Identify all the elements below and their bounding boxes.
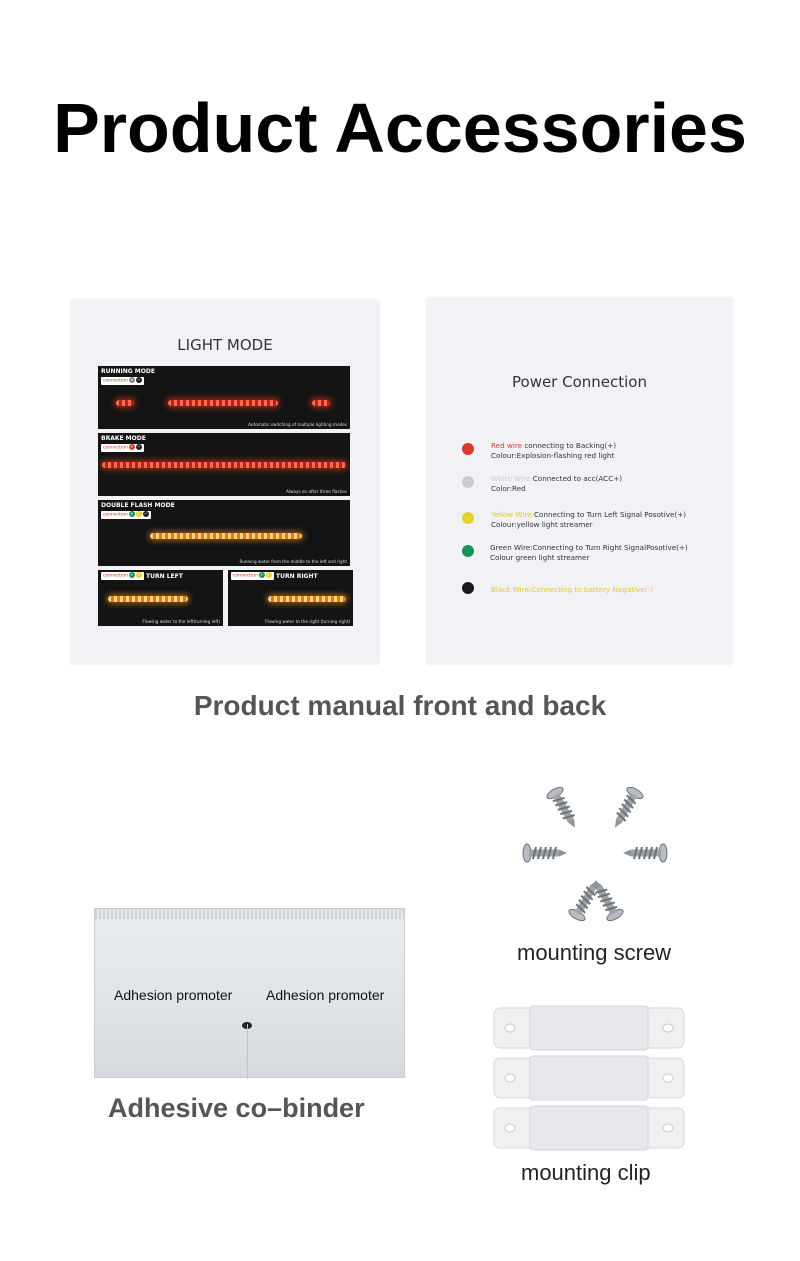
clip: [494, 1106, 684, 1150]
mode-caption: Automatic switching of multiple lighting modes: [248, 422, 347, 427]
led-strip: [108, 596, 188, 602]
led-strip: [312, 400, 330, 406]
red-wire-dot: [462, 443, 474, 455]
mode-caption: Always on after three flashes: [285, 489, 347, 494]
wire-label: Green Wire:: [490, 543, 533, 552]
connection-tag: connection + −: [101, 377, 144, 385]
wire-desc: Connecting to Turn Right SignalPosotive(+): [532, 543, 688, 552]
led-strip: [116, 400, 134, 406]
wire-colour: Colour:Explosion-flashing red light: [491, 451, 615, 460]
light-mode-title: LIGHT MODE: [177, 336, 273, 354]
connection-tag: connection + −: [101, 444, 144, 452]
mounting-clips-image: [492, 1004, 688, 1152]
manual-back-sheet: [427, 298, 732, 664]
mounting-screws-image: [515, 775, 675, 925]
page-title: Product Accessories: [53, 89, 747, 167]
mode-caption: Running water from the middle to the left and right: [239, 559, 347, 564]
led-strip: [168, 400, 278, 406]
screw: [523, 844, 567, 862]
adhesion-promoter-packet: [94, 908, 405, 1078]
running-mode-panel: [98, 366, 350, 429]
wire-label: Black Wire:Connecting to battery Negative(-): [491, 585, 653, 594]
led-strip: [102, 462, 346, 468]
mode-name: DOUBLE FLASH MODE: [101, 502, 175, 509]
wire-label: White Wire:: [491, 474, 533, 483]
brake-mode-panel: [98, 433, 350, 496]
manual-front-sheet: [71, 300, 379, 664]
screw: [545, 785, 583, 832]
turn-right-panel: [228, 570, 353, 626]
led-strip: [150, 533, 302, 539]
clip: [494, 1006, 684, 1050]
wire-colour: Color:Red: [491, 484, 526, 493]
clip-caption: mounting clip: [521, 1160, 651, 1185]
power-connection-title: Power Connection: [512, 373, 647, 391]
screw-caption: mounting screw: [517, 940, 672, 965]
yellow-wire-dot: [462, 512, 474, 524]
wire-desc: Connected to acc(ACC+): [532, 474, 623, 483]
screw: [607, 785, 645, 832]
mode-caption: Flowing water to the left(turning left): [142, 619, 220, 624]
mode-caption: Flowing water to the right (turning right): [264, 619, 350, 624]
wire-desc: Connecting to Turn Left Signal Posotive(+): [534, 510, 687, 519]
green-wire-dot: [462, 545, 474, 557]
wire-desc: connecting to Backing(+): [524, 441, 617, 450]
led-strip: [268, 596, 346, 602]
packet-label-right: Adhesion promoter: [266, 987, 385, 1003]
double-flash-panel: [98, 500, 350, 566]
clip: [494, 1056, 684, 1100]
manual-caption: Product manual front and back: [193, 690, 607, 721]
mode-name: RUNNING MODE: [101, 368, 155, 375]
wire-colour: Colour green light streamer: [490, 553, 590, 562]
packet-label-left: Adhesion promoter: [114, 987, 233, 1003]
screw: [623, 844, 667, 862]
mode-name: TURN LEFT: [146, 573, 183, 580]
wire-label: Yellow Wire:: [491, 510, 534, 519]
connection-tag: connection + +: [231, 572, 274, 580]
connection-tag: connection + + −: [101, 511, 151, 519]
adhesive-caption: Adhesive co–binder: [108, 1093, 365, 1123]
packet-seam: [247, 1024, 248, 1079]
turn-left-panel: [98, 570, 223, 626]
wire-label: Red wire: [491, 441, 523, 450]
white-wire-dot: [462, 476, 474, 488]
mode-name: TURN RIGHT: [276, 573, 318, 580]
black-wire-dot: [462, 582, 474, 594]
connection-tag: connection + +: [101, 572, 144, 580]
wire-colour: Colour:yellow light streamer: [491, 520, 593, 529]
mode-name: BRAKE MODE: [101, 435, 146, 442]
screw: [567, 876, 605, 923]
